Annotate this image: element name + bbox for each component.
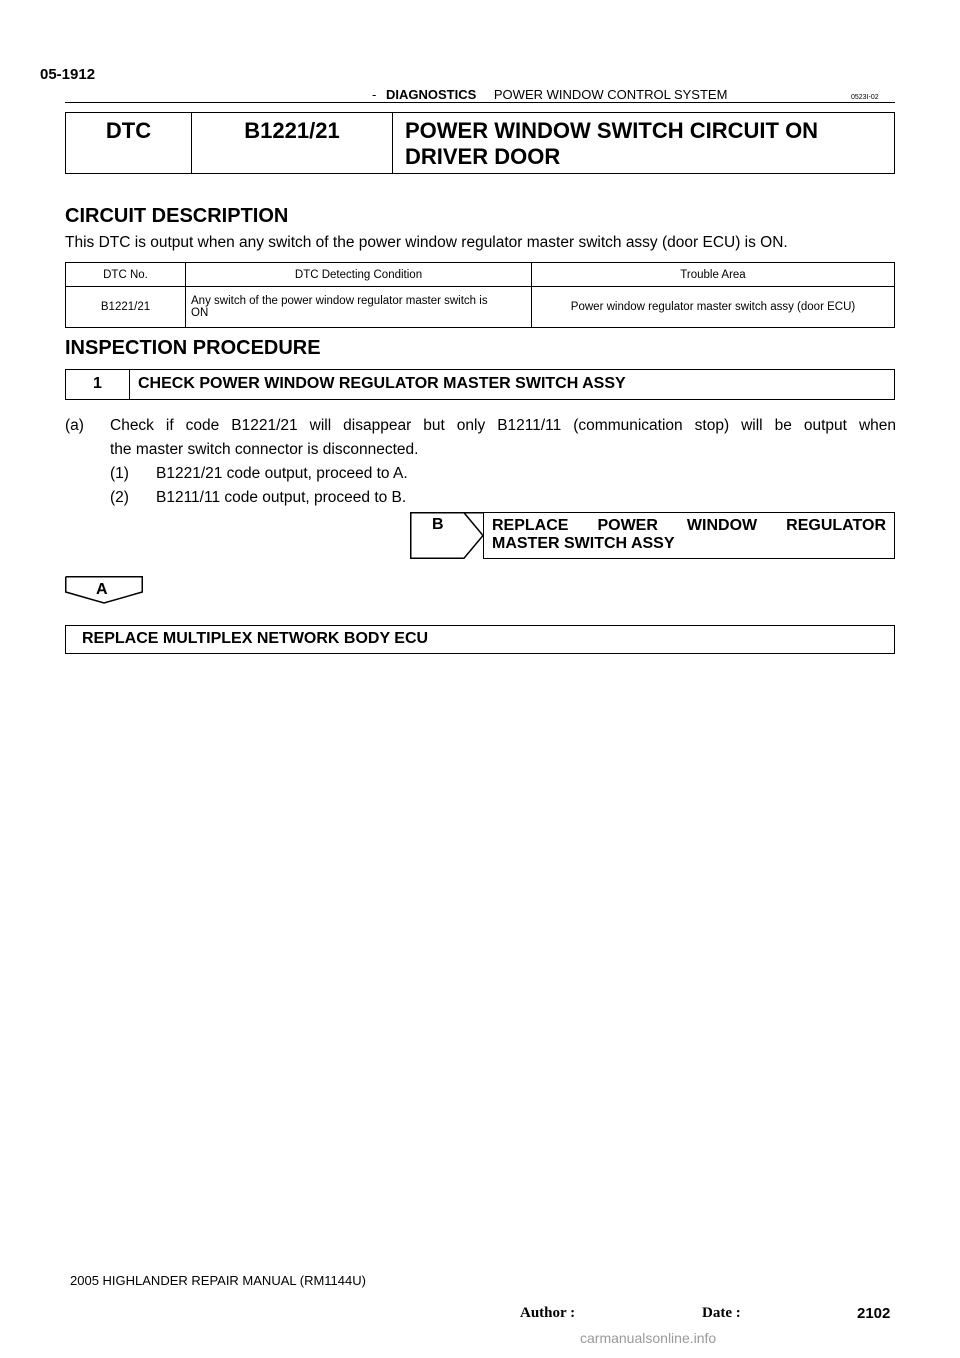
sub-item-1-label: (1) <box>110 465 129 482</box>
branch-b-arrow-icon <box>410 512 484 559</box>
footer-page-number: 2102 <box>857 1305 891 1322</box>
header-divider <box>65 102 895 103</box>
branch-b-action-box <box>483 512 895 559</box>
table-cell-condition <box>186 287 532 328</box>
document-code: 0523I-02 <box>851 94 879 101</box>
step-box <box>65 369 895 400</box>
footer-manual-title: 2005 HIGHLANDER REPAIR MANUAL (RM1144U) <box>70 1273 366 1288</box>
table-header-row <box>66 263 895 287</box>
dtc-title-box <box>65 112 895 174</box>
dtc-code: B1221/21 <box>192 113 393 173</box>
table-cell-dtc-no: B1221/21 <box>66 287 186 328</box>
dtc-title <box>393 113 894 173</box>
header-dash: - <box>372 87 377 102</box>
step-title: CHECK POWER WINDOW REGULATOR MASTER SWITCH ASSY <box>138 375 626 392</box>
branch-a-letter: A <box>96 581 108 598</box>
dtc-title-line2: DRIVER DOOR <box>405 144 561 169</box>
circuit-description-text: This DTC is output when any switch of the power window regulator master switch assy (door ECU) is ON. <box>65 234 788 251</box>
circuit-description-heading: CIRCUIT DESCRIPTION <box>65 205 289 227</box>
branch-b-line2: MASTER SWITCH ASSY <box>492 535 675 552</box>
sub-item-2-label: (2) <box>110 489 129 506</box>
condition-line2: ON <box>191 307 209 319</box>
branch-b-line1: REPLACE POWER WINDOW REGULATOR <box>492 517 886 534</box>
branch-b-letter: B <box>432 516 444 533</box>
table-cell-trouble-area: Power window regulator master switch assy (door ECU) <box>532 287 895 328</box>
dtc-label: DTC <box>66 113 192 173</box>
item-a-line1: Check if code B1221/21 will disappear but only B1211/11 (communication stop) will be output when <box>110 417 896 434</box>
inspection-procedure-heading: INSPECTION PROCEDURE <box>65 337 321 359</box>
dtc-table <box>65 262 895 328</box>
final-action-box <box>65 625 895 654</box>
final-action-text: REPLACE MULTIPLEX NETWORK BODY ECU <box>82 630 429 647</box>
sub-item-2-text: B1211/11 code output, proceed to B. <box>156 489 407 506</box>
step-number: 1 <box>66 370 130 399</box>
item-a-line2: the master switch connector is disconnected. <box>110 441 419 458</box>
footer-watermark: carmanualsonline.info <box>580 1330 717 1346</box>
section-title: DIAGNOSTICS <box>385 87 477 102</box>
dtc-title-line1: POWER WINDOW SWITCH CIRCUIT ON <box>405 118 819 143</box>
subsection-title: POWER WINDOW CONTROL SYSTEM <box>493 87 728 102</box>
page-number: 05-1912 <box>40 66 96 83</box>
condition-line1: Any switch of the power window regulator master switch is <box>191 295 488 307</box>
table-row <box>66 287 895 328</box>
table-header-trouble-area: Trouble Area <box>532 263 895 287</box>
section-header <box>372 87 727 102</box>
item-a-label: (a) <box>65 417 84 434</box>
table-header-condition: DTC Detecting Condition <box>186 263 532 287</box>
footer-date-label: Date : <box>702 1305 741 1321</box>
table-header-dtc-no: DTC No. <box>66 263 186 287</box>
sub-item-1-text: B1221/21 code output, proceed to A. <box>156 465 408 482</box>
footer-author-label: Author : <box>520 1305 576 1321</box>
